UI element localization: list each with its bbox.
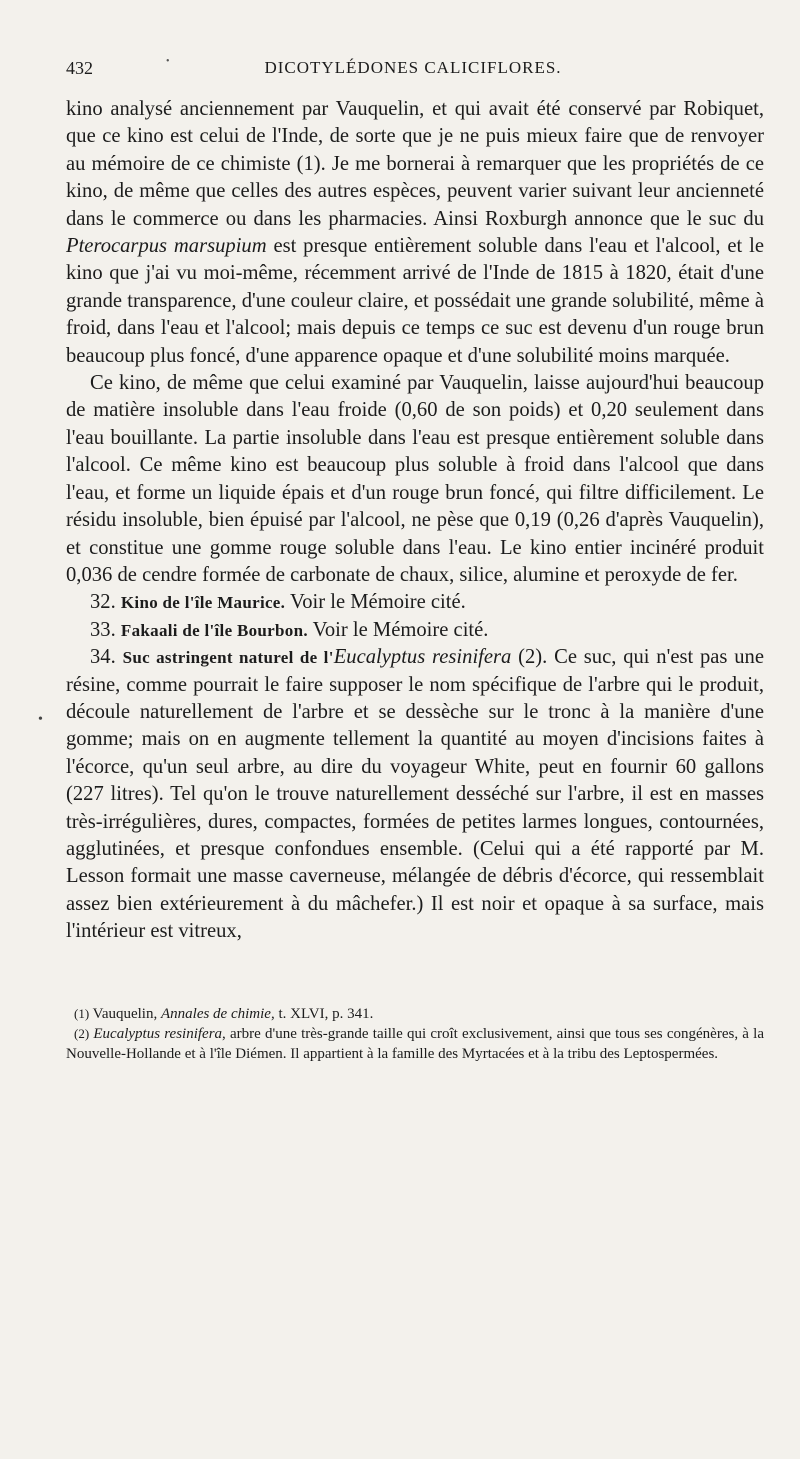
footnotes — [66, 1004, 764, 1064]
margin-mark: • — [38, 712, 43, 727]
print-speck: • — [166, 56, 170, 67]
paragraph-kino-solubility: Ce kino, de même que celui examiné par Vauquelin, laisse aujourd'hui beaucoup de matière insoluble dans l'eau froide (0,60 de son poids) et 0,20 seulement dans l'eau bouillante. La partie insoluble dans l'eau est presque entièrement soluble dans l'alcool. Ce même kino est beaucoup plus soluble à froid dans l'alcool que dans l'eau, et forme un liquide épais et d'un rouge brun foncé, qui filtre difficilement. Le résidu insoluble, bien épuisé par l'alcool, ne pèse que 0,19 (0,26 d'après Vauquelin), et constitue une gomme rouge soluble dans l'eau. Le kino entier incinéré produit 0,036 de cendre formée de carbonate de chaux, silice, alumine et peroxyde de fer. — [66, 372, 764, 586]
paragraph-kino-vauquelin: kino analysé anciennement par Vauquelin, et qui avait été conservé par Robiquet, que ce kino est celui de l'Inde, de sorte que je ne puis mieux faire que de renvoyer au mémoire de ce chimiste (1). Je me bornerai à remarquer que les propriétés de ce kino, de même que celles des autres espèces, peuvent varier suivant leur ancienneté dans le commerce ou dans les pharmacies. Ainsi Roxburgh annonce que le suc du Pterocarpus marsupium est presque entièrement soluble dans l'eau et l'alcool, et le kino que j'ai vu moi-même, récemment arrivé de l'Inde de 1815 à 1820, était d'une grande transparence, d'une couleur claire, et possédait une grande solubilité, même à froid, dans l'eau et l'alcool; mais depuis ce temps ce suc est devenu d'un rouge brun beaucoup plus foncé, d'une apparence opaque et d'une solubilité moins marquée. — [66, 98, 764, 367]
footnote-mark: (2) — [74, 1026, 90, 1041]
entry-34: 34. Suc astringent naturel de l'Eucalyptus resinifera (2). Ce suc, qui n'est pas une résine, comme pourrait le faire supposer le nom spécifique de l'arbre qui le produit, découle naturellement de l'arbre et se dessèche sur le tronc à la manière d'une gomme; mais on en augmente tellement la quantité au moyen d'incisions faites à l'écorce, qu'un seul arbre, au dire du voyageur White, peut en fournir 60 gallons (227 litres). Tel qu'on le trouve naturellement desséché sur l'arbre, il est en masses très-irrégulières, dures, compactes, formées de petites larmes longues, contournées, agglutinées, et presque confondues ensemble. (Celui qui a été rapporté par M. Lesson formait une masse caverneuse, mélangée de débris d'écorce, qui ressemblait assez bien extérieurement à du mâchefer.) Il est noir et opaque à sa surface, mais l'intérieur est vitreux, — [66, 646, 764, 943]
entry-title: Suc astringent naturel de l'Eucalyptus resinifera — [122, 646, 512, 669]
entry-32: 32. Kino de l'île Maurice. Voir le Mémoire cité. — [90, 591, 466, 614]
species-name: Eucalyptus resinifera — [333, 646, 512, 669]
footnote-mark: (1) — [74, 1006, 90, 1021]
entry-number: 33. — [90, 618, 116, 641]
footnote-2: (2) Eucalyptus resinifera, arbre d'une très-grande taille qui croît exclusivement, ainsi que tous ses congénères, à la Nouvelle-Hollande et à l'île Diémen. Il appartient à la famille des Myrtacées et à la tribu des Leptospermées. — [66, 1026, 764, 1062]
entry-title: Kino de l'île Maurice. — [120, 593, 286, 613]
footnote-1: (1) Vauquelin, Annales de chimie, t. XLVI, p. 341. — [74, 1006, 374, 1022]
entry-title: Fakaali de l'île Bourbon. — [120, 620, 308, 640]
page-number: 432 — [66, 58, 93, 78]
running-title: DICOTYLÉDONES CALICIFLORES. — [264, 58, 562, 77]
entry-number: 34. — [90, 646, 116, 669]
page-header — [66, 58, 760, 88]
entry-33: 33. Fakaali de l'île Bourbon. Voir le Mémoire cité. — [90, 618, 489, 641]
entry-number: 32. — [90, 591, 116, 614]
footnote-reference: (2). — [511, 646, 548, 669]
species-name: Pterocarpus marsupium — [66, 235, 267, 258]
main-text — [66, 96, 764, 946]
